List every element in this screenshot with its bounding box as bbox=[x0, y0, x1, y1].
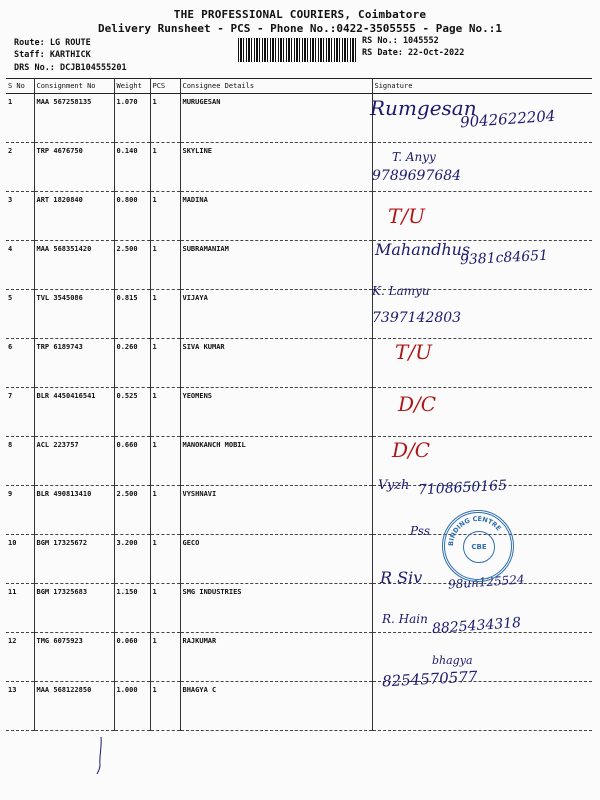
cell-weight: 0.800 bbox=[114, 192, 150, 241]
cell-weight: 1.150 bbox=[114, 584, 150, 633]
signature-row-12: R. Hain bbox=[382, 612, 428, 626]
cell-consignment: BGM 17325683 bbox=[34, 584, 114, 633]
stamp-center-text: CBE bbox=[463, 531, 495, 563]
cell-consignee: SMG INDUSTRIES bbox=[180, 584, 372, 633]
route-label: Route: LG ROUTE bbox=[14, 38, 91, 48]
cell-consignment: TRP 6189743 bbox=[34, 339, 114, 388]
cell-sno: 10 bbox=[6, 535, 34, 584]
cell-consignee: MADINA bbox=[180, 192, 372, 241]
signature-row-1: Rumgesan bbox=[370, 96, 477, 120]
cell-pcs: 1 bbox=[150, 633, 180, 682]
cell-pcs: 1 bbox=[150, 290, 180, 339]
cell-consignment: MAA 568122850 bbox=[34, 682, 114, 731]
col-header-consignee: Consignee Details bbox=[180, 79, 372, 94]
cell-weight: 0.060 bbox=[114, 633, 150, 682]
staff-label: Staff: KARTHICK bbox=[14, 50, 91, 60]
table-row bbox=[6, 339, 592, 388]
company-title: THE PROFESSIONAL COURIERS, Coimbatore bbox=[173, 8, 427, 21]
cell-weight: 0.140 bbox=[114, 143, 150, 192]
cell-consignee: MANOKANCH MOBIL bbox=[180, 437, 372, 486]
cell-consignment: ACL 223757 bbox=[34, 437, 114, 486]
cell-sno: 12 bbox=[6, 633, 34, 682]
cell-pcs: 1 bbox=[150, 241, 180, 290]
signature-row-10: Pss bbox=[410, 524, 431, 538]
rs-number: RS No.: 1045552 bbox=[362, 36, 439, 46]
cell-weight: 0.815 bbox=[114, 290, 150, 339]
signature-row-13: bhagya bbox=[432, 654, 473, 667]
cell-pcs: 1 bbox=[150, 437, 180, 486]
cell-pcs: 1 bbox=[150, 192, 180, 241]
cell-consignment: ART 1820840 bbox=[34, 192, 114, 241]
cell-consignee: SUBRAMANIAM bbox=[180, 241, 372, 290]
binding-centre-stamp bbox=[442, 510, 514, 582]
cell-sno: 11 bbox=[6, 584, 34, 633]
drs-number: DRS No.: DCJB104555201 bbox=[14, 63, 127, 73]
signature-row-3: T/U bbox=[388, 204, 425, 228]
rs-date: RS Date: 22-Oct-2022 bbox=[362, 48, 465, 58]
cell-weight: 0.525 bbox=[114, 388, 150, 437]
phone-row-12: 8825434318 bbox=[431, 614, 522, 638]
table-row bbox=[6, 633, 592, 682]
table-row bbox=[6, 388, 592, 437]
cell-consignment: BGM 17325672 bbox=[34, 535, 114, 584]
cell-consignee: SKYLINE bbox=[180, 143, 372, 192]
cell-consignment: MAA 568351420 bbox=[34, 241, 114, 290]
cell-weight: 0.660 bbox=[114, 437, 150, 486]
col-header-weight: Weight bbox=[114, 79, 150, 94]
signature-row-4: Mahandhus bbox=[375, 240, 471, 259]
cell-sno: 1 bbox=[6, 94, 34, 143]
cell-consignment: TMG 6075923 bbox=[34, 633, 114, 682]
cell-weight: 2.500 bbox=[114, 486, 150, 535]
cell-consignee: MURUGESAN bbox=[180, 94, 372, 143]
table-body bbox=[6, 94, 592, 731]
phone-row-4: 9381c84651 bbox=[459, 247, 549, 269]
signature-row-6: T/U bbox=[395, 340, 432, 364]
table-row bbox=[6, 290, 592, 339]
runsheet-table bbox=[6, 78, 592, 731]
cell-weight: 2.500 bbox=[114, 241, 150, 290]
col-header-pcs: PCS bbox=[150, 79, 180, 94]
cell-consignee: GECO bbox=[180, 535, 372, 584]
cell-weight: 0.260 bbox=[114, 339, 150, 388]
cell-consignment: TRP 4676750 bbox=[34, 143, 114, 192]
cell-consignee: BHAGYA C bbox=[180, 682, 372, 731]
pen-mark-icon bbox=[96, 735, 104, 775]
cell-sno: 6 bbox=[6, 339, 34, 388]
phone-row-1: 9042622204 bbox=[459, 106, 556, 132]
col-header-signature: Signature bbox=[372, 79, 592, 94]
cell-consignee: YEOMENS bbox=[180, 388, 372, 437]
cell-pcs: 1 bbox=[150, 143, 180, 192]
table-header-row bbox=[6, 79, 592, 94]
cell-pcs: 1 bbox=[150, 486, 180, 535]
cell-pcs: 1 bbox=[150, 584, 180, 633]
signature-row-8: D/C bbox=[392, 438, 431, 462]
signature-row-11: R Siv bbox=[380, 568, 423, 587]
stamp-ring-text: BINDING CENTRE bbox=[446, 514, 503, 547]
col-header-sno: S No bbox=[6, 79, 34, 94]
cell-sno: 9 bbox=[6, 486, 34, 535]
cell-consignment: TVL 3545086 bbox=[34, 290, 114, 339]
cell-sno: 2 bbox=[6, 143, 34, 192]
phone-row-2: 9789697684 bbox=[372, 168, 462, 184]
cell-consignee: RAJKUMAR bbox=[180, 633, 372, 682]
barcode-image bbox=[238, 38, 356, 62]
cell-consignee: VYSHNAVI bbox=[180, 486, 372, 535]
cell-consignment: BLR 4450416541 bbox=[34, 388, 114, 437]
cell-pcs: 1 bbox=[150, 339, 180, 388]
phone-row-13: 8254570577 bbox=[381, 667, 478, 691]
cell-weight: 1.070 bbox=[114, 94, 150, 143]
cell-pcs: 1 bbox=[150, 94, 180, 143]
cell-consignee: SIVA KUMAR bbox=[180, 339, 372, 388]
cell-consignment: MAA 567258135 bbox=[34, 94, 114, 143]
cell-sno: 4 bbox=[6, 241, 34, 290]
phone-row-5: 7397142803 bbox=[372, 310, 462, 326]
cell-sno: 8 bbox=[6, 437, 34, 486]
cell-consignment: BLR 490813410 bbox=[34, 486, 114, 535]
table-row bbox=[6, 143, 592, 192]
signature-row-5: K. Lamyu bbox=[372, 284, 430, 298]
cell-sno: 7 bbox=[6, 388, 34, 437]
table-row bbox=[6, 192, 592, 241]
cell-pcs: 1 bbox=[150, 682, 180, 731]
cell-pcs: 1 bbox=[150, 388, 180, 437]
cell-pcs: 1 bbox=[150, 535, 180, 584]
signature-row-2: T. Anyy bbox=[392, 150, 436, 164]
signature-row-9: Vyzh bbox=[378, 478, 410, 493]
cell-weight: 3.200 bbox=[114, 535, 150, 584]
cell-sno: 3 bbox=[6, 192, 34, 241]
cell-consignee: VIJAYA bbox=[180, 290, 372, 339]
col-header-consignment: Consignment No bbox=[34, 79, 114, 94]
phone-row-11: 98un125524 bbox=[447, 572, 525, 592]
cell-sno: 13 bbox=[6, 682, 34, 731]
runsheet-subtitle: Delivery Runsheet - PCS - Phone No.:0422-3505555 - Page No.:1 bbox=[98, 22, 502, 35]
phone-row-9: 7108650165 bbox=[417, 477, 508, 499]
cell-sno: 5 bbox=[6, 290, 34, 339]
signature-row-7: D/C bbox=[398, 392, 437, 416]
cell-weight: 1.000 bbox=[114, 682, 150, 731]
table-row bbox=[6, 682, 592, 731]
